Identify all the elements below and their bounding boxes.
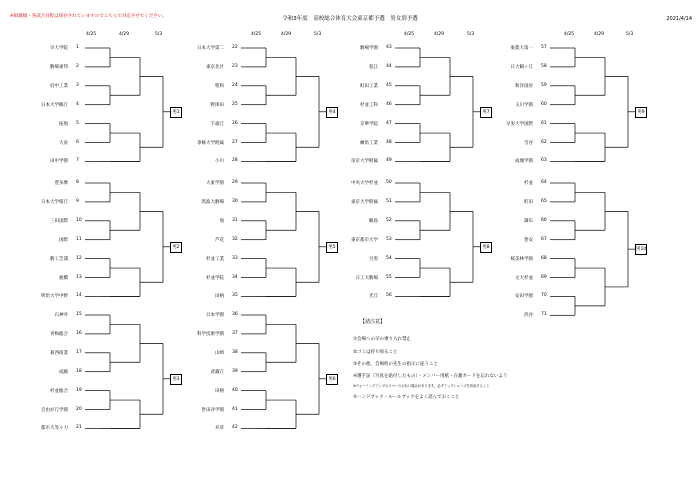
team-number: 31 — [232, 217, 238, 223]
team-name: 青梅総合 — [50, 331, 68, 337]
block-box: 男7 — [480, 107, 492, 118]
team-number: 61 — [541, 120, 547, 126]
note-item-4: ④選手証（写真を貼付したもの）・メンバー用紙・在籍カードを忘れないよう — [353, 374, 508, 379]
round-header: 5/3 — [155, 32, 163, 37]
block-box: 男10 — [635, 244, 647, 255]
notice-text: ※掲載順・各試合日程は保存されていますのでこちらで対応させてください。 — [10, 14, 167, 19]
team-name: 中央大学杉並 — [351, 181, 378, 186]
round-header: 4/25 — [251, 32, 262, 37]
team-name: 和洋国府 — [515, 83, 533, 89]
note-item-6: ⑤ハンドブック・ルールブックをよく読んでおくこと — [353, 395, 460, 400]
team-number: 64 — [541, 180, 547, 185]
team-name: 葛西商業 — [50, 350, 68, 356]
team-name: 東京都市大学 — [351, 237, 378, 243]
team-number: 27 — [232, 139, 238, 145]
team-number: 22 — [232, 45, 238, 50]
team-name: 駒工芝浦 — [50, 256, 68, 262]
team-number: 62 — [541, 139, 547, 145]
team-number: 10 — [76, 217, 82, 223]
team-name: 国際 — [59, 237, 68, 243]
team-number: 9 — [76, 198, 79, 204]
team-number: 26 — [232, 120, 238, 126]
team-name: 世田谷学園 — [201, 407, 224, 413]
note-item-5: ※ウォーミングアップのスペースがない場合があります。必ずアップシューズを持参すること — [353, 384, 490, 388]
round-header: 4/29 — [594, 32, 605, 37]
team-name: 桜美林学園 — [510, 256, 533, 262]
team-name: 武蔵丘 — [210, 369, 224, 375]
team-number: 29 — [232, 180, 238, 185]
team-number: 18 — [76, 368, 82, 374]
team-name: 日本学園 — [206, 313, 224, 318]
team-name: 成城学園 — [515, 159, 533, 165]
team-name: 早実大学国際 — [506, 121, 533, 127]
team-name: 板橋 — [59, 275, 68, 281]
team-number: 40 — [232, 387, 238, 393]
round-header: 4/25 — [86, 32, 97, 37]
team-number: 67 — [541, 236, 547, 242]
note-item-1: ①会場への早の乗り入れ禁止 — [353, 337, 412, 342]
team-name: 雪谷 — [524, 140, 533, 146]
team-number: 15 — [76, 312, 82, 317]
team-name: 都市大等々力 — [41, 426, 68, 432]
team-name: 明治大学中野 — [41, 294, 68, 300]
team-number: 55 — [386, 274, 392, 280]
team-name: 練馬工業 — [360, 140, 378, 146]
team-number: 51 — [386, 198, 392, 204]
team-name: 杉並工業 — [206, 256, 224, 262]
team-name: 東京大学附属 — [351, 199, 378, 205]
team-name: 町田工業 — [360, 83, 378, 89]
team-number: 21 — [76, 425, 82, 431]
team-name: 田柄 — [215, 294, 224, 300]
round-header: 4/25 — [564, 32, 575, 37]
block-box: 男2 — [170, 242, 182, 253]
team-name: 早大学院 — [50, 46, 68, 51]
block-box: 男6 — [326, 374, 338, 385]
team-name: 井草 — [215, 426, 224, 432]
team-number: 30 — [232, 198, 238, 204]
team-name: 文大杉並 — [515, 275, 533, 281]
team-number: 41 — [232, 406, 238, 412]
team-number: 17 — [76, 349, 82, 355]
team-number: 52 — [386, 217, 392, 223]
team-number: 3 — [76, 82, 79, 88]
block-box: 男8 — [480, 242, 492, 253]
team-name: 帝京大学附属 — [351, 159, 378, 165]
team-name: 狛江 — [369, 64, 378, 70]
team-name: 日大鶴ヶ丘 — [510, 64, 533, 70]
team-number: 70 — [541, 293, 547, 299]
team-name: 杉並総合 — [50, 388, 68, 394]
notes-title: 【諸注意】 — [360, 319, 386, 325]
team-name: 調布 — [524, 218, 533, 224]
team-number: 42 — [232, 425, 238, 431]
team-number: 59 — [541, 82, 547, 88]
block-box: 男4 — [326, 107, 338, 118]
team-name: 京華学院 — [360, 121, 378, 127]
note-item-2: ②ゴミは持ち帰ること — [353, 350, 398, 355]
team-name: 大泉 — [59, 140, 68, 146]
team-number: 25 — [232, 101, 238, 107]
team-name: 淡谷 — [524, 313, 533, 319]
team-name: 田柄 — [215, 388, 224, 394]
team-number: 11 — [76, 236, 82, 242]
team-number: 68 — [541, 255, 547, 261]
team-name: 光丘 — [369, 294, 378, 300]
team-number: 14 — [76, 293, 82, 299]
team-number: 16 — [76, 330, 82, 336]
team-number: 39 — [232, 368, 238, 374]
team-name: 駒場学園 — [360, 46, 378, 51]
team-name: 鶴島 — [369, 218, 378, 224]
team-number: 45 — [386, 82, 392, 88]
team-number: 60 — [541, 101, 547, 107]
team-number: 58 — [541, 63, 547, 69]
team-number: 28 — [232, 158, 238, 164]
team-name: 芦花 — [215, 237, 224, 243]
team-number: 71 — [541, 312, 547, 318]
team-name: 大東学園 — [206, 181, 224, 186]
team-name: 日本大学第二 — [197, 46, 224, 51]
team-name: 安田学園 — [515, 294, 533, 300]
team-name: 専修大学附属 — [197, 140, 224, 146]
team-number: 33 — [232, 255, 238, 261]
team-number: 35 — [232, 293, 238, 299]
team-number: 54 — [386, 255, 392, 261]
team-number: 43 — [386, 45, 392, 50]
team-name: 野津田 — [210, 102, 224, 108]
team-number: 44 — [386, 63, 392, 69]
team-name: 東農大第一 — [510, 46, 533, 51]
team-name: 町田 — [524, 199, 533, 205]
team-name: 聖和 — [215, 83, 224, 89]
team-number: 36 — [232, 312, 238, 317]
team-name: 豊安 — [524, 237, 533, 243]
team-number: 8 — [76, 180, 79, 185]
round-header: 4/29 — [434, 32, 445, 37]
team-name: 東京北区 — [206, 64, 224, 70]
team-name: 杉並 — [524, 181, 533, 186]
team-name: 石神井 — [54, 313, 68, 318]
date-label: 2021/4/14 — [666, 16, 692, 22]
team-number: 19 — [76, 387, 82, 393]
team-number: 65 — [541, 198, 547, 204]
team-number: 56 — [386, 293, 392, 299]
team-name: 豊多摩 — [54, 181, 68, 186]
team-name: 日工大駒場 — [355, 275, 378, 281]
team-name: 府中工業 — [50, 83, 68, 89]
team-name: 杉並学院 — [206, 275, 224, 281]
team-number: 47 — [386, 120, 392, 126]
team-name: 日本大学桜丘 — [41, 199, 68, 205]
team-name: 田中学園 — [50, 159, 68, 165]
team-name: 小川 — [215, 159, 224, 165]
team-number: 38 — [232, 349, 238, 355]
team-name: 杉並工科 — [360, 102, 378, 108]
block-box: 男3 — [170, 374, 182, 385]
team-number: 63 — [541, 158, 547, 164]
team-name: 駒場東邦 — [50, 64, 68, 70]
round-header: 4/29 — [281, 32, 292, 37]
team-number: 13 — [76, 274, 82, 280]
team-number: 50 — [386, 180, 392, 185]
team-name: 科学技術学園 — [197, 331, 224, 337]
team-name: 三田国際 — [50, 218, 68, 224]
note-item-3: ③その他、会場校の先生の指示に従うこと — [353, 362, 439, 367]
team-number: 48 — [386, 139, 392, 145]
team-name: 筑波大駒場 — [201, 199, 224, 205]
team-number: 32 — [232, 236, 238, 242]
page-title: 令和3年度 高校総合体育大会東京都予選 男女別予選 — [282, 16, 418, 22]
team-name: 拓殖 — [59, 121, 68, 127]
team-number: 69 — [541, 274, 547, 280]
block-box: 男5 — [326, 242, 338, 253]
round-header: 4/25 — [404, 32, 415, 37]
team-name: 玉川学園 — [515, 102, 533, 108]
team-name: 自由が丘学園 — [41, 407, 68, 413]
team-number: 23 — [232, 63, 238, 69]
round-header: 5/3 — [467, 32, 475, 37]
team-number: 57 — [541, 45, 547, 50]
team-name: 日本大学鶴丘 — [41, 102, 68, 108]
round-header: 5/3 — [314, 32, 322, 37]
round-header: 5/3 — [626, 32, 634, 37]
team-name: 飛 — [219, 218, 224, 224]
block-box: 男1 — [170, 107, 182, 118]
team-number: 12 — [76, 255, 82, 261]
team-number: 20 — [76, 406, 82, 412]
team-number: 6 — [76, 139, 79, 145]
team-number: 49 — [386, 158, 392, 164]
round-header: 4/29 — [119, 32, 130, 37]
team-number: 2 — [76, 63, 79, 69]
team-number: 53 — [386, 236, 392, 242]
block-box: 男9 — [635, 107, 647, 118]
team-number: 37 — [232, 330, 238, 336]
team-name: 成蹊 — [59, 369, 68, 375]
team-number: 1 — [76, 45, 79, 50]
team-number: 66 — [541, 217, 547, 223]
team-number: 24 — [232, 82, 238, 88]
team-name: 千歳丘 — [210, 121, 224, 127]
team-number: 4 — [76, 101, 79, 107]
team-number: 5 — [76, 120, 79, 126]
team-name: 山崎 — [215, 350, 224, 356]
team-number: 46 — [386, 101, 392, 107]
team-number: 34 — [232, 274, 238, 280]
team-name: 目黒 — [369, 256, 378, 262]
team-number: 7 — [76, 158, 79, 164]
